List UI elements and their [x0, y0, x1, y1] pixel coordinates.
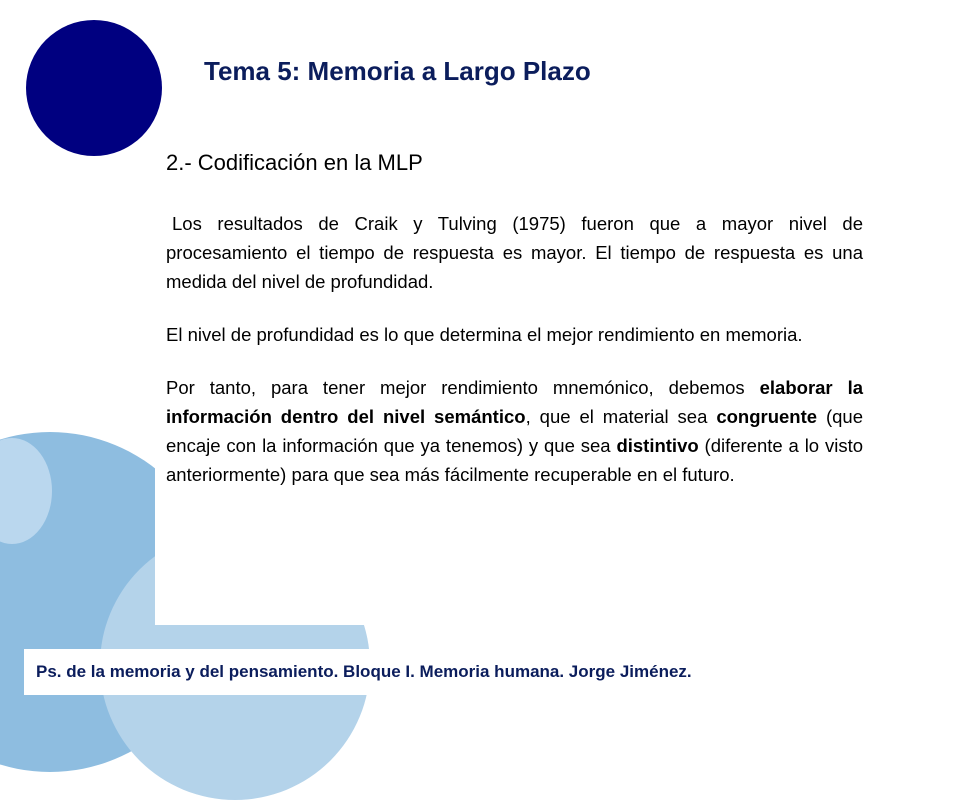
emphasis-semantic-level: elaborar la información dentro del nivel semántico: [166, 377, 864, 427]
emphasis-congruente: congruente: [716, 406, 818, 427]
navy-circle-decoration: [26, 20, 162, 156]
footer-bar: [24, 649, 872, 695]
paragraph-conclusion-part1: Por tanto, para tener mejor rendimiento mnemónico, debemos: [166, 377, 760, 398]
footer-text: Ps. de la memoria y del pensamiento. Bloque I. Memoria humana. Jorge Jiménez.: [36, 662, 692, 681]
paragraph-conclusion-part3: (que encaje con la información que ya tenemos) y que sea: [166, 406, 864, 456]
paragraph-depth: El nivel de profundidad es lo que determina el mejor rendimiento en memoria.: [166, 324, 803, 345]
paragraph-conclusion-part4: (diferente a lo visto anteriormente) para que sea más fácilmente recuperable en el futuro.: [166, 435, 863, 485]
paragraph-conclusion-part2: , que el material sea: [525, 406, 717, 427]
paragraph-craik-tulving: Los resultados de Craik y Tulving (1975) fueron que a mayor nivel de procesamiento el tiempo de respuesta es mayor. El tiempo de respuesta es una medida del nivel de profundidad.: [166, 213, 863, 292]
slide-body: [166, 209, 863, 513]
paragraph-conclusion: [166, 373, 863, 489]
section-heading: 2.- Codificación en la MLP: [166, 150, 423, 175]
slide-title: Tema 5: Memoria a Largo Plazo: [204, 56, 591, 86]
emphasis-distintivo: distintivo: [616, 435, 699, 456]
